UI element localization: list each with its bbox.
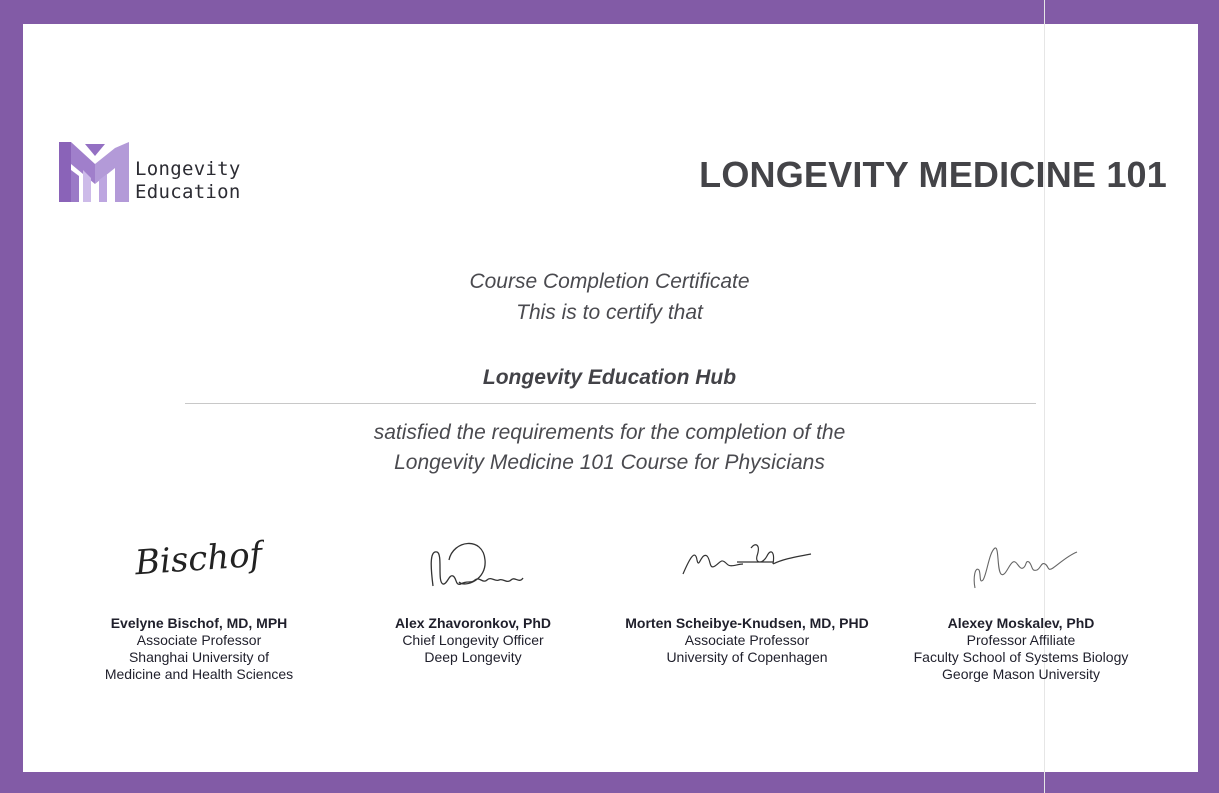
signer-name: Evelyne Bischof, MD, MPH: [110, 615, 288, 631]
signer-role: Chief Longevity Officer: [402, 632, 544, 648]
signature-zhavoronkov: [338, 530, 608, 602]
logo: [57, 140, 257, 204]
course-name: Longevity Medicine 101 Course for Physicians: [394, 451, 825, 474]
certificate-heading: Course Completion Certificate: [469, 270, 750, 293]
logo-text: [135, 158, 241, 204]
signer-name: Alex Zhavoronkov, PhD: [394, 615, 552, 631]
signer-scheibye-knudsen: [612, 530, 882, 666]
signature-scheibye-knudsen: [612, 530, 882, 602]
logo-line2: Education: [135, 181, 241, 203]
signature-bischof: [64, 530, 334, 602]
signer-name: Morten Scheibye-Knudsen, MD, PHD: [625, 615, 869, 631]
signer-role: Associate Professor: [684, 632, 810, 648]
certify-text: This is to certify that: [516, 301, 703, 324]
signer-moskalev: [886, 530, 1156, 683]
signer-org: Faculty School of Systems Biology: [913, 649, 1129, 665]
signer-role: Associate Professor: [136, 632, 262, 648]
signer-zhavoronkov: [338, 530, 608, 666]
requirements-text: satisfied the requirements for the completion of the: [373, 421, 846, 444]
course-title: LONGEVITY MEDICINE 101: [699, 154, 1167, 195]
svg-text:Bischof: Bischof: [134, 534, 264, 584]
signer-bischof: [64, 530, 334, 683]
signer-org: University of Copenhagen: [666, 649, 828, 665]
divider: [185, 403, 1036, 404]
signer-org: Medicine and Health Sciences: [104, 666, 294, 682]
signer-role: Professor Affiliate: [966, 632, 1076, 648]
logo-mark-icon: [57, 140, 133, 204]
signer-name: Alexey Moskalev, PhD: [947, 615, 1095, 631]
signature-moskalev: [886, 530, 1156, 602]
logo-line1: Longevity: [135, 158, 241, 180]
signer-org: Shanghai University of: [128, 649, 270, 665]
signer-org: George Mason University: [942, 666, 1100, 682]
recipient-name: Longevity Education Hub: [482, 366, 737, 389]
signer-org: Deep Longevity: [424, 649, 522, 665]
